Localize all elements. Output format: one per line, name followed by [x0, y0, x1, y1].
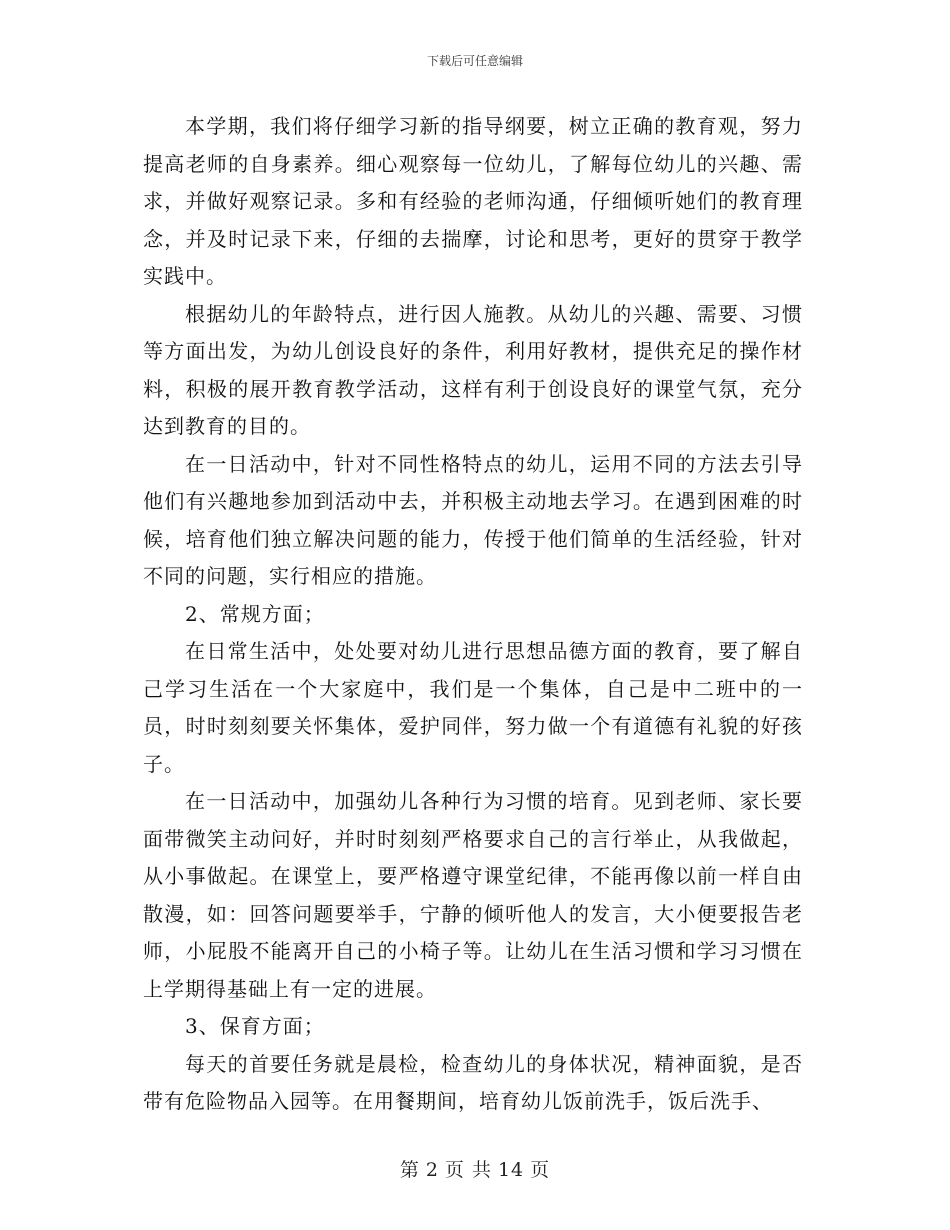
page-total: 14 [497, 1159, 525, 1181]
footer-suffix: 页 [530, 1159, 551, 1181]
paragraph-2: 根据幼儿的年龄特点，进行因人施教。从幼儿的兴趣、需要、习惯等方面出发，为幼儿创设良好的条件，利用好教材，提供充足的操作材料，积极的展开教育教学活动，这样有利于创设良好的课堂气氛，充分达到教育的目的。 [143, 301, 803, 438]
footer-prefix: 第 [399, 1159, 420, 1181]
header-note: 下载后可任意编辑 [426, 54, 523, 68]
paragraph-3: 在一日活动中，针对不同性格特点的幼儿，运用不同的方法去引导他们有兴趣地参加到活动中去，并积极主动地去学习。在遇到困难的时候，培育他们独立解决问题的能力，传授于他们简单的生活经验，针对不同的问题，实行相应的措施。 [143, 451, 803, 588]
section-heading-care: 3、保育方面； [185, 1014, 325, 1038]
section-heading-routine: 2、常规方面； [185, 601, 325, 626]
document-body [143, 108, 803, 1121]
footer-middle: 页 共 [444, 1159, 492, 1181]
paragraph-4: 在日常生活中，处处要对幼儿进行思想品德方面的教育，要了解自己学习生活在一个大家庭中，我们是一个集体，自己是中二班中的一员，时时刻刻要关怀集体，爱护同伴，努力做一个有道德有礼貌的好孩子。 [143, 639, 803, 776]
paragraph-1: 本学期，我们将仔细学习新的指导纲要，树立正确的教育观，努力提高老师的自身素养。细心观察每一位幼儿，了解每位幼儿的兴趣、需求，并做好观察记录。多和有经验的老师沟通，仔细倾听她们的教育理念，并及时记录下来，仔细的去揣摩，讨论和思考，更好的贯穿于教学实践中。 [143, 114, 803, 288]
page-number: 2 [425, 1159, 439, 1181]
paragraph-5: 在一日活动中，加强幼儿各种行为习惯的培育。见到老师、家长要面带微笑主动问好，并时时刻刻严格要求自己的言行举止，从我做起，从小事做起。在课堂上，要严格遵守课堂纪律，不能再像以前一样自由散漫，如：回答问题要举手，宁静的倾听他人的发言，大小便要报告老师，小屁股不能离开自己的小椅子等。让幼儿在生活习惯和学习习惯在上学期得基础上有一定的进展。 [143, 789, 803, 1001]
page-footer [0, 1155, 950, 1182]
page-header [0, 52, 950, 69]
paragraph-6: 每天的首要任务就是晨检，检查幼儿的身体状况，精神面貌，是否带有危险物品入园等。在用餐期间，培育幼儿饭前洗手，饭后洗手、 [143, 1051, 803, 1113]
